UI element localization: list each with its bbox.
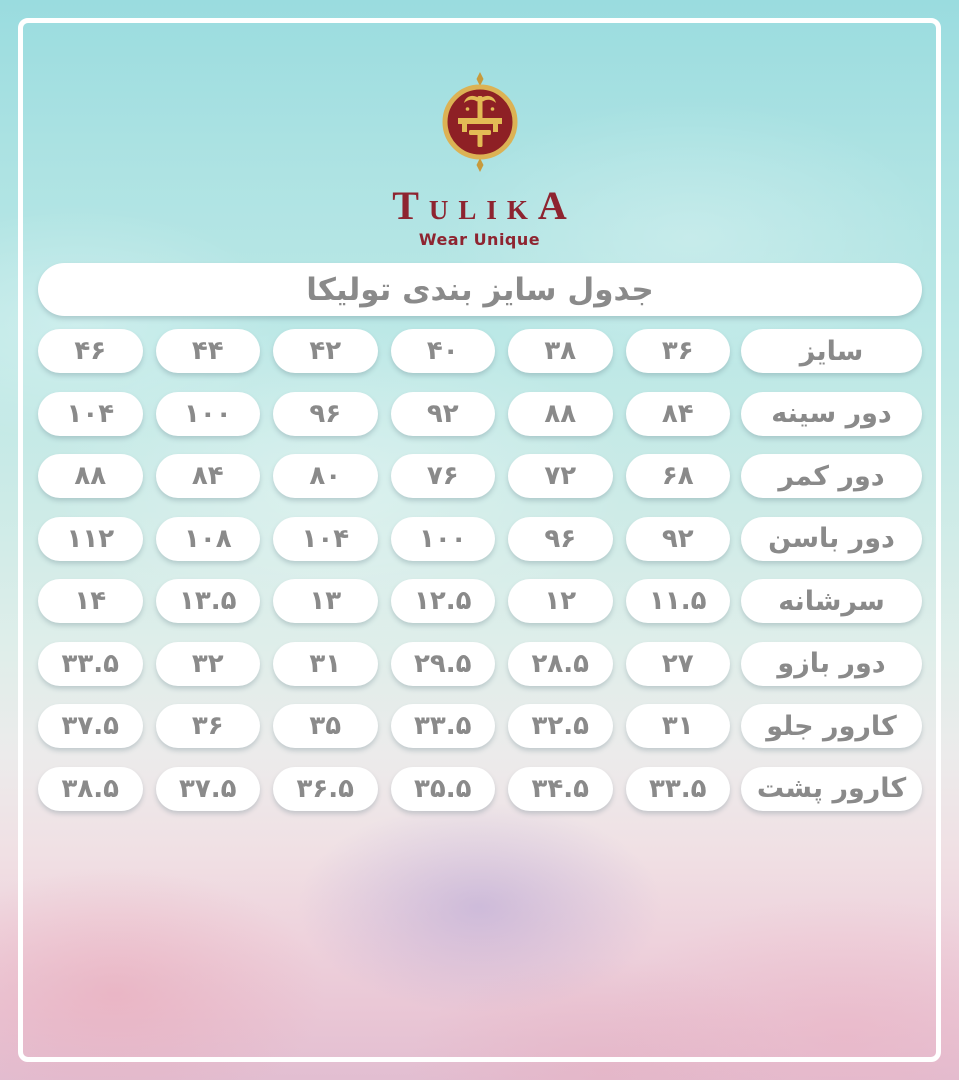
value-cell: ۸۰ xyxy=(273,454,378,498)
value-cell: ۱۰۰ xyxy=(156,392,261,436)
value-cell: ۹۶ xyxy=(273,392,378,436)
value-cell: ۱۰۸ xyxy=(156,517,261,561)
brand-name-initial: T xyxy=(392,183,429,228)
value-cell: ۳۴.۵ xyxy=(508,767,613,811)
value-cell: ۲۸.۵ xyxy=(508,642,613,686)
row-label-front-width: کارور جلو xyxy=(741,704,922,748)
value-cell: ۱۴ xyxy=(38,579,143,623)
table-row-back-width xyxy=(38,767,922,811)
brand-tagline: Wear Unique xyxy=(418,230,541,249)
value-cell: ۳۲.۵ xyxy=(508,704,613,748)
value-cell: ۴۴ xyxy=(156,329,261,373)
value-cell: ۳۳.۵ xyxy=(391,704,496,748)
brand-name-middle: ULIK xyxy=(428,195,538,225)
table-row-shoulder xyxy=(38,579,922,623)
value-cell: ۲۹.۵ xyxy=(391,642,496,686)
value-cell: ۱۰۰ xyxy=(391,517,496,561)
row-label-back-width: کارور پشت xyxy=(741,767,922,811)
value-cell: ۱۰۴ xyxy=(273,517,378,561)
value-cell: ۸۴ xyxy=(626,392,731,436)
value-cell: ۳۷.۵ xyxy=(156,767,261,811)
value-cell: ۳۶.۵ xyxy=(273,767,378,811)
row-label-chest: دور سینه xyxy=(741,392,922,436)
row-label-size: سایز xyxy=(741,329,922,373)
value-cell: ۹۲ xyxy=(626,517,731,561)
value-cell: ۴۲ xyxy=(273,329,378,373)
value-cell: ۳۲ xyxy=(156,642,261,686)
value-cell: ۱۱۲ xyxy=(38,517,143,561)
table-title: جدول سایز بندی تولیکا xyxy=(38,263,922,316)
value-cell: ۱۳.۵ xyxy=(156,579,261,623)
brand-logo xyxy=(0,72,959,249)
value-cell: ۳۵ xyxy=(273,704,378,748)
value-cell: ۴۰ xyxy=(391,329,496,373)
row-label-shoulder: سرشانه xyxy=(741,579,922,623)
value-cell: ۶۸ xyxy=(626,454,731,498)
value-cell: ۳۶ xyxy=(626,329,731,373)
value-cell: ۲۷ xyxy=(626,642,731,686)
value-cell: ۹۲ xyxy=(391,392,496,436)
value-cell: ۳۷.۵ xyxy=(38,704,143,748)
value-cell: ۳۸.۵ xyxy=(38,767,143,811)
brand-name-final: A xyxy=(537,183,577,228)
row-label-arm: دور بازو xyxy=(741,642,922,686)
table-row-chest xyxy=(38,392,922,436)
table-row-waist xyxy=(38,454,922,498)
size-table xyxy=(38,263,922,811)
tulika-medallion-icon xyxy=(434,72,526,172)
value-cell: ۸۸ xyxy=(38,454,143,498)
value-cell: ۳۳.۵ xyxy=(626,767,731,811)
value-cell: ۳۱ xyxy=(626,704,731,748)
value-cell: ۸۴ xyxy=(156,454,261,498)
value-cell: ۱۱.۵ xyxy=(626,579,731,623)
value-cell: ۹۶ xyxy=(508,517,613,561)
value-cell: ۷۲ xyxy=(508,454,613,498)
value-cell: ۴۶ xyxy=(38,329,143,373)
table-row-arm xyxy=(38,642,922,686)
value-cell: ۱۰۴ xyxy=(38,392,143,436)
value-cell: ۳۸ xyxy=(508,329,613,373)
value-cell: ۱۲.۵ xyxy=(391,579,496,623)
row-label-hip: دور باسن xyxy=(741,517,922,561)
value-cell: ۳۳.۵ xyxy=(38,642,143,686)
table-row-hip xyxy=(38,517,922,561)
value-cell: ۱۲ xyxy=(508,579,613,623)
brand-name xyxy=(0,183,959,228)
value-cell: ۳۵.۵ xyxy=(391,767,496,811)
value-cell: ۱۳ xyxy=(273,579,378,623)
value-cell: ۷۶ xyxy=(391,454,496,498)
table-row-size xyxy=(38,329,922,373)
row-label-waist: دور کمر xyxy=(741,454,922,498)
value-cell: ۸۸ xyxy=(508,392,613,436)
value-cell: ۳۱ xyxy=(273,642,378,686)
table-row-front-width xyxy=(38,704,922,748)
value-cell: ۳۶ xyxy=(156,704,261,748)
